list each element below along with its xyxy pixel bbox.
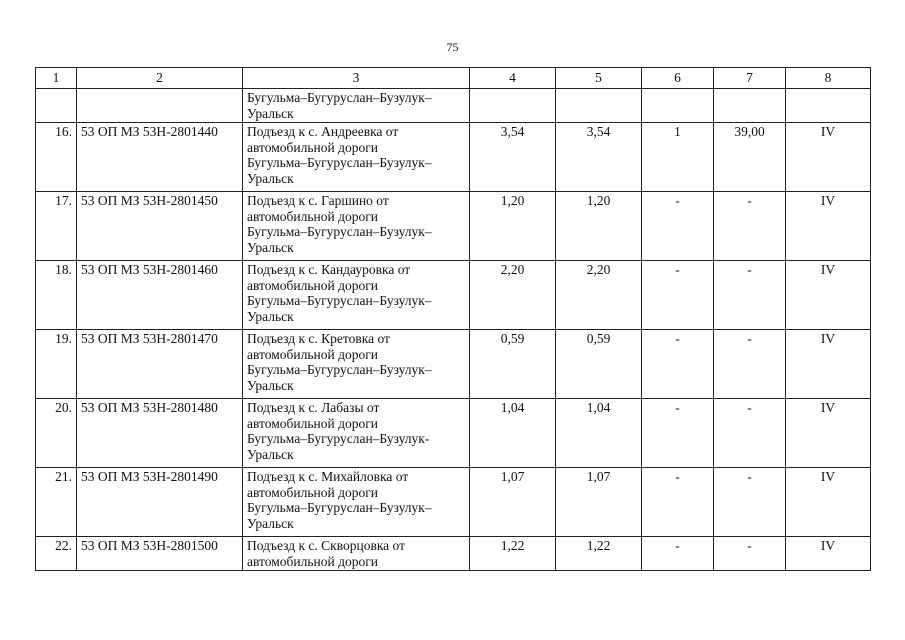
cell-col6 [642,89,714,123]
cell-col5: 1,22 [556,537,642,571]
cell-col7: - [714,399,786,468]
header-cell: 8 [786,68,871,89]
cell-col8: IV [786,399,871,468]
cell-col6: - [642,468,714,537]
cell-name [243,537,470,571]
cell-col7: 39,00 [714,123,786,192]
cell-num: 16. [36,123,77,192]
name-line: Подъезд к с. Лабазы от [247,400,380,415]
name-line: автомобильной дороги [247,277,378,293]
cell-col8: IV [786,261,871,330]
cell-col5: 1,04 [556,399,642,468]
cell-col5: 3,54 [556,123,642,192]
cell-code: 53 ОП МЗ 53Н-2801490 [77,468,243,537]
cell-code: 53 ОП МЗ 53Н-2801460 [77,261,243,330]
cell-num: 18. [36,261,77,330]
name-line: автомобильной дороги [247,208,378,224]
cell-col7: - [714,468,786,537]
name-line: Подъезд к с. Кретовка от [247,331,390,346]
cell-num: 20. [36,399,77,468]
name-line: автомобильной дороги [247,415,378,431]
cell-name [243,330,470,399]
cell-col4 [470,89,556,123]
cell-name [243,261,470,330]
name-line: Бугульма–Бугуруслан–Бузулук– [247,293,432,308]
cell-col6: - [642,261,714,330]
cell-col7: - [714,537,786,571]
cell-col7: - [714,330,786,399]
cell-col4: 2,20 [470,261,556,330]
name-line: Подъезд к с. Кандауровка от [247,262,411,277]
cell-col5: 2,20 [556,261,642,330]
cell-col5: 1,20 [556,192,642,261]
name-line: Уральск [247,105,294,121]
name-line: Бугульма–Бугуруслан–Бузулук– [247,155,432,170]
name-line: Бугульма–Бугуруслан–Бузулук– [247,362,432,377]
name-line: Бугульма–Бугуруслан–Бузулук– [247,224,432,239]
header-cell: 5 [556,68,642,89]
cell-num: 19. [36,330,77,399]
cell-code [77,89,243,123]
table-row [36,399,871,468]
name-line: Бугульма–Бугуруслан–Бузулук– [247,500,432,515]
cell-col8: IV [786,537,871,571]
name-line: Подъезд к с. Скворцовка от [247,538,406,553]
name-line: Бугульма–Бугуруслан–Бузулук– [247,90,432,105]
name-line: автомобильной дороги [247,139,378,155]
name-line: Бугульма–Бугуруслан–Бузулук- [247,431,430,446]
cell-col4: 1,20 [470,192,556,261]
name-line: Уральск [247,515,294,531]
cell-col8 [786,89,871,123]
cell-col6: - [642,537,714,571]
table-row [36,192,871,261]
cell-num: 22. [36,537,77,571]
name-line: автомобильной дороги [247,484,378,500]
roads-table [35,67,871,571]
cell-code: 53 ОП МЗ 53Н-2801440 [77,123,243,192]
cell-col6: - [642,192,714,261]
cell-col6: 1 [642,123,714,192]
cell-col4: 1,22 [470,537,556,571]
header-cell: 2 [77,68,243,89]
name-line: автомобильной дороги [247,553,378,569]
header-cell: 6 [642,68,714,89]
cell-col4: 1,07 [470,468,556,537]
name-line: Подъезд к с. Андреевка от [247,124,399,139]
header-cell: 1 [36,68,77,89]
cell-col4: 3,54 [470,123,556,192]
cell-col4: 0,59 [470,330,556,399]
cell-code: 53 ОП МЗ 53Н-2801450 [77,192,243,261]
name-line: Уральск [247,170,294,186]
cell-col5: 0,59 [556,330,642,399]
continuation-row [36,89,871,123]
cell-code: 53 ОП МЗ 53Н-2801470 [77,330,243,399]
name-line: автомобильной дороги [247,346,378,362]
table-row [36,123,871,192]
cell-name [243,192,470,261]
cell-col7: - [714,261,786,330]
cell-col5 [556,89,642,123]
header-cell: 3 [243,68,470,89]
page-number: 75 [446,40,459,54]
cell-name [243,399,470,468]
header-cell: 4 [470,68,556,89]
cell-name [243,89,470,123]
cell-name [243,468,470,537]
header-row [36,68,871,89]
cell-col7: - [714,192,786,261]
name-line: Уральск [247,446,294,462]
cell-col8: IV [786,330,871,399]
name-line: Уральск [247,239,294,255]
table-row [36,537,871,571]
cell-col6: - [642,399,714,468]
cell-col5: 1,07 [556,468,642,537]
cell-num: 17. [36,192,77,261]
name-line: Подъезд к с. Михайловка от [247,469,409,484]
table-row [36,468,871,537]
cell-col4: 1,04 [470,399,556,468]
cell-col8: IV [786,192,871,261]
header-cell: 7 [714,68,786,89]
cell-col8: IV [786,468,871,537]
cell-col8: IV [786,123,871,192]
table-row [36,261,871,330]
cell-name [243,123,470,192]
cell-col6: - [642,330,714,399]
cell-code: 53 ОП МЗ 53Н-2801500 [77,537,243,571]
name-line: Подъезд к с. Гаршино от [247,193,389,208]
table-row [36,330,871,399]
cell-num: 21. [36,468,77,537]
cell-col7 [714,89,786,123]
name-line: Уральск [247,377,294,393]
table-body [36,68,871,571]
name-line: Уральск [247,308,294,324]
cell-num [36,89,77,123]
cell-code: 53 ОП МЗ 53Н-2801480 [77,399,243,468]
